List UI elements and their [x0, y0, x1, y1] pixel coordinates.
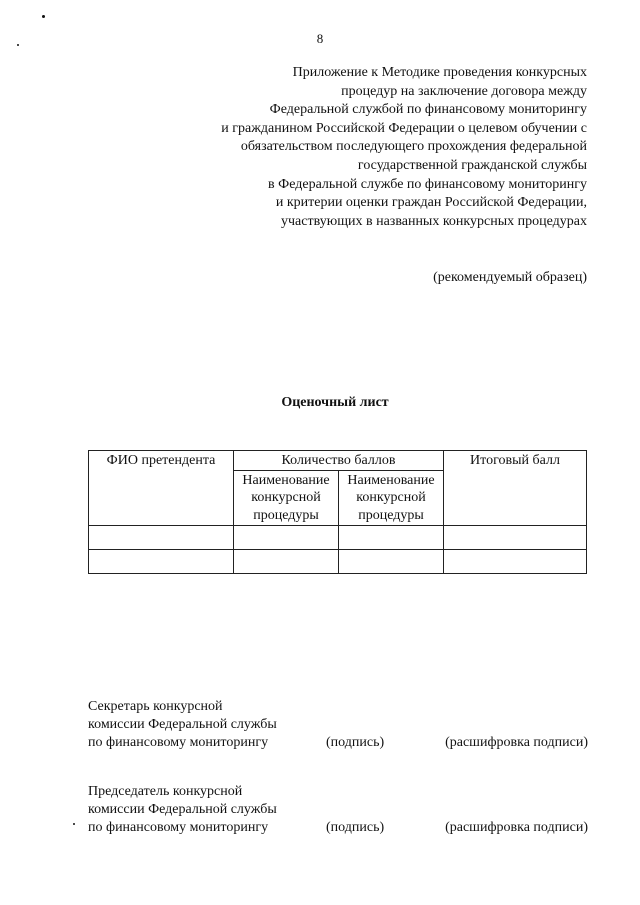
table-cell[interactable]	[89, 526, 234, 550]
table-cell[interactable]	[444, 526, 587, 550]
table-cell[interactable]	[444, 550, 587, 574]
chairman-signature-block	[88, 783, 588, 837]
chairman-decoding-label: (расшифровка подписи)	[445, 820, 588, 835]
appendix-line: обязательством последующего прохождения федеральной	[240, 139, 587, 155]
chairman-title-line: по финансовому мониторингу	[88, 820, 269, 835]
secretary-signature-label: (подпись)	[326, 735, 385, 750]
table-cell[interactable]	[89, 550, 234, 574]
appendix-line: Приложение к Методике проведения конкурсных	[292, 65, 587, 80]
scan-speck	[42, 15, 45, 18]
evaluation-table	[88, 450, 587, 574]
subheader-procedure-2: Наименование конкурсной процедуры	[339, 470, 444, 526]
table-header-row	[89, 451, 587, 471]
appendix-line: государственной гражданской службы	[357, 157, 587, 173]
chairman-signature-line	[88, 819, 588, 837]
page-number: 8	[316, 31, 324, 46]
scan-speck	[73, 823, 75, 825]
secretary-decoding-label: (расшифровка подписи)	[445, 735, 588, 750]
appendix-line: и критерии оценки граждан Российской Федерации,	[275, 195, 587, 211]
secretary-title-line: по финансовому мониторингу	[88, 735, 269, 750]
appendix-line: и гражданином Российской Федерации о целевом обучении с	[221, 120, 587, 136]
appendix-line: Федеральной службой по финансовому мониторингу	[269, 102, 587, 118]
chairman-title-line: комиссии Федеральной службы	[88, 802, 277, 817]
table-cell[interactable]	[234, 550, 339, 574]
subheader-procedure-1: Наименование конкурсной процедуры	[234, 470, 339, 526]
sample-note: (рекомендуемый образец)	[433, 270, 587, 285]
secretary-title-line: комиссии Федеральной службы	[88, 717, 277, 732]
header-score-count: Количество баллов	[234, 451, 444, 471]
chairman-signature-label: (подпись)	[326, 820, 385, 835]
table-row	[89, 526, 587, 550]
appendix-line: процедур на заключение договора между	[341, 83, 587, 99]
table-cell[interactable]	[339, 550, 444, 574]
sheet-title: Оценочный лист	[281, 395, 389, 410]
table-row	[89, 550, 587, 574]
table-cell[interactable]	[234, 526, 339, 550]
appendix-line: в Федеральной службе по финансовому мониторингу	[268, 176, 587, 192]
secretary-signature-block	[88, 698, 588, 752]
header-candidate-name: ФИО претендента	[89, 451, 234, 526]
chairman-title-line: Председатель конкурсной	[88, 784, 243, 799]
secretary-title-line: Секретарь конкурсной	[88, 699, 223, 714]
appendix-line: участвующих в названных конкурсных процедурах	[281, 213, 587, 229]
appendix-header	[167, 64, 587, 231]
secretary-signature-line	[88, 734, 588, 752]
header-total-score: Итоговый балл	[444, 451, 587, 526]
table-cell[interactable]	[339, 526, 444, 550]
